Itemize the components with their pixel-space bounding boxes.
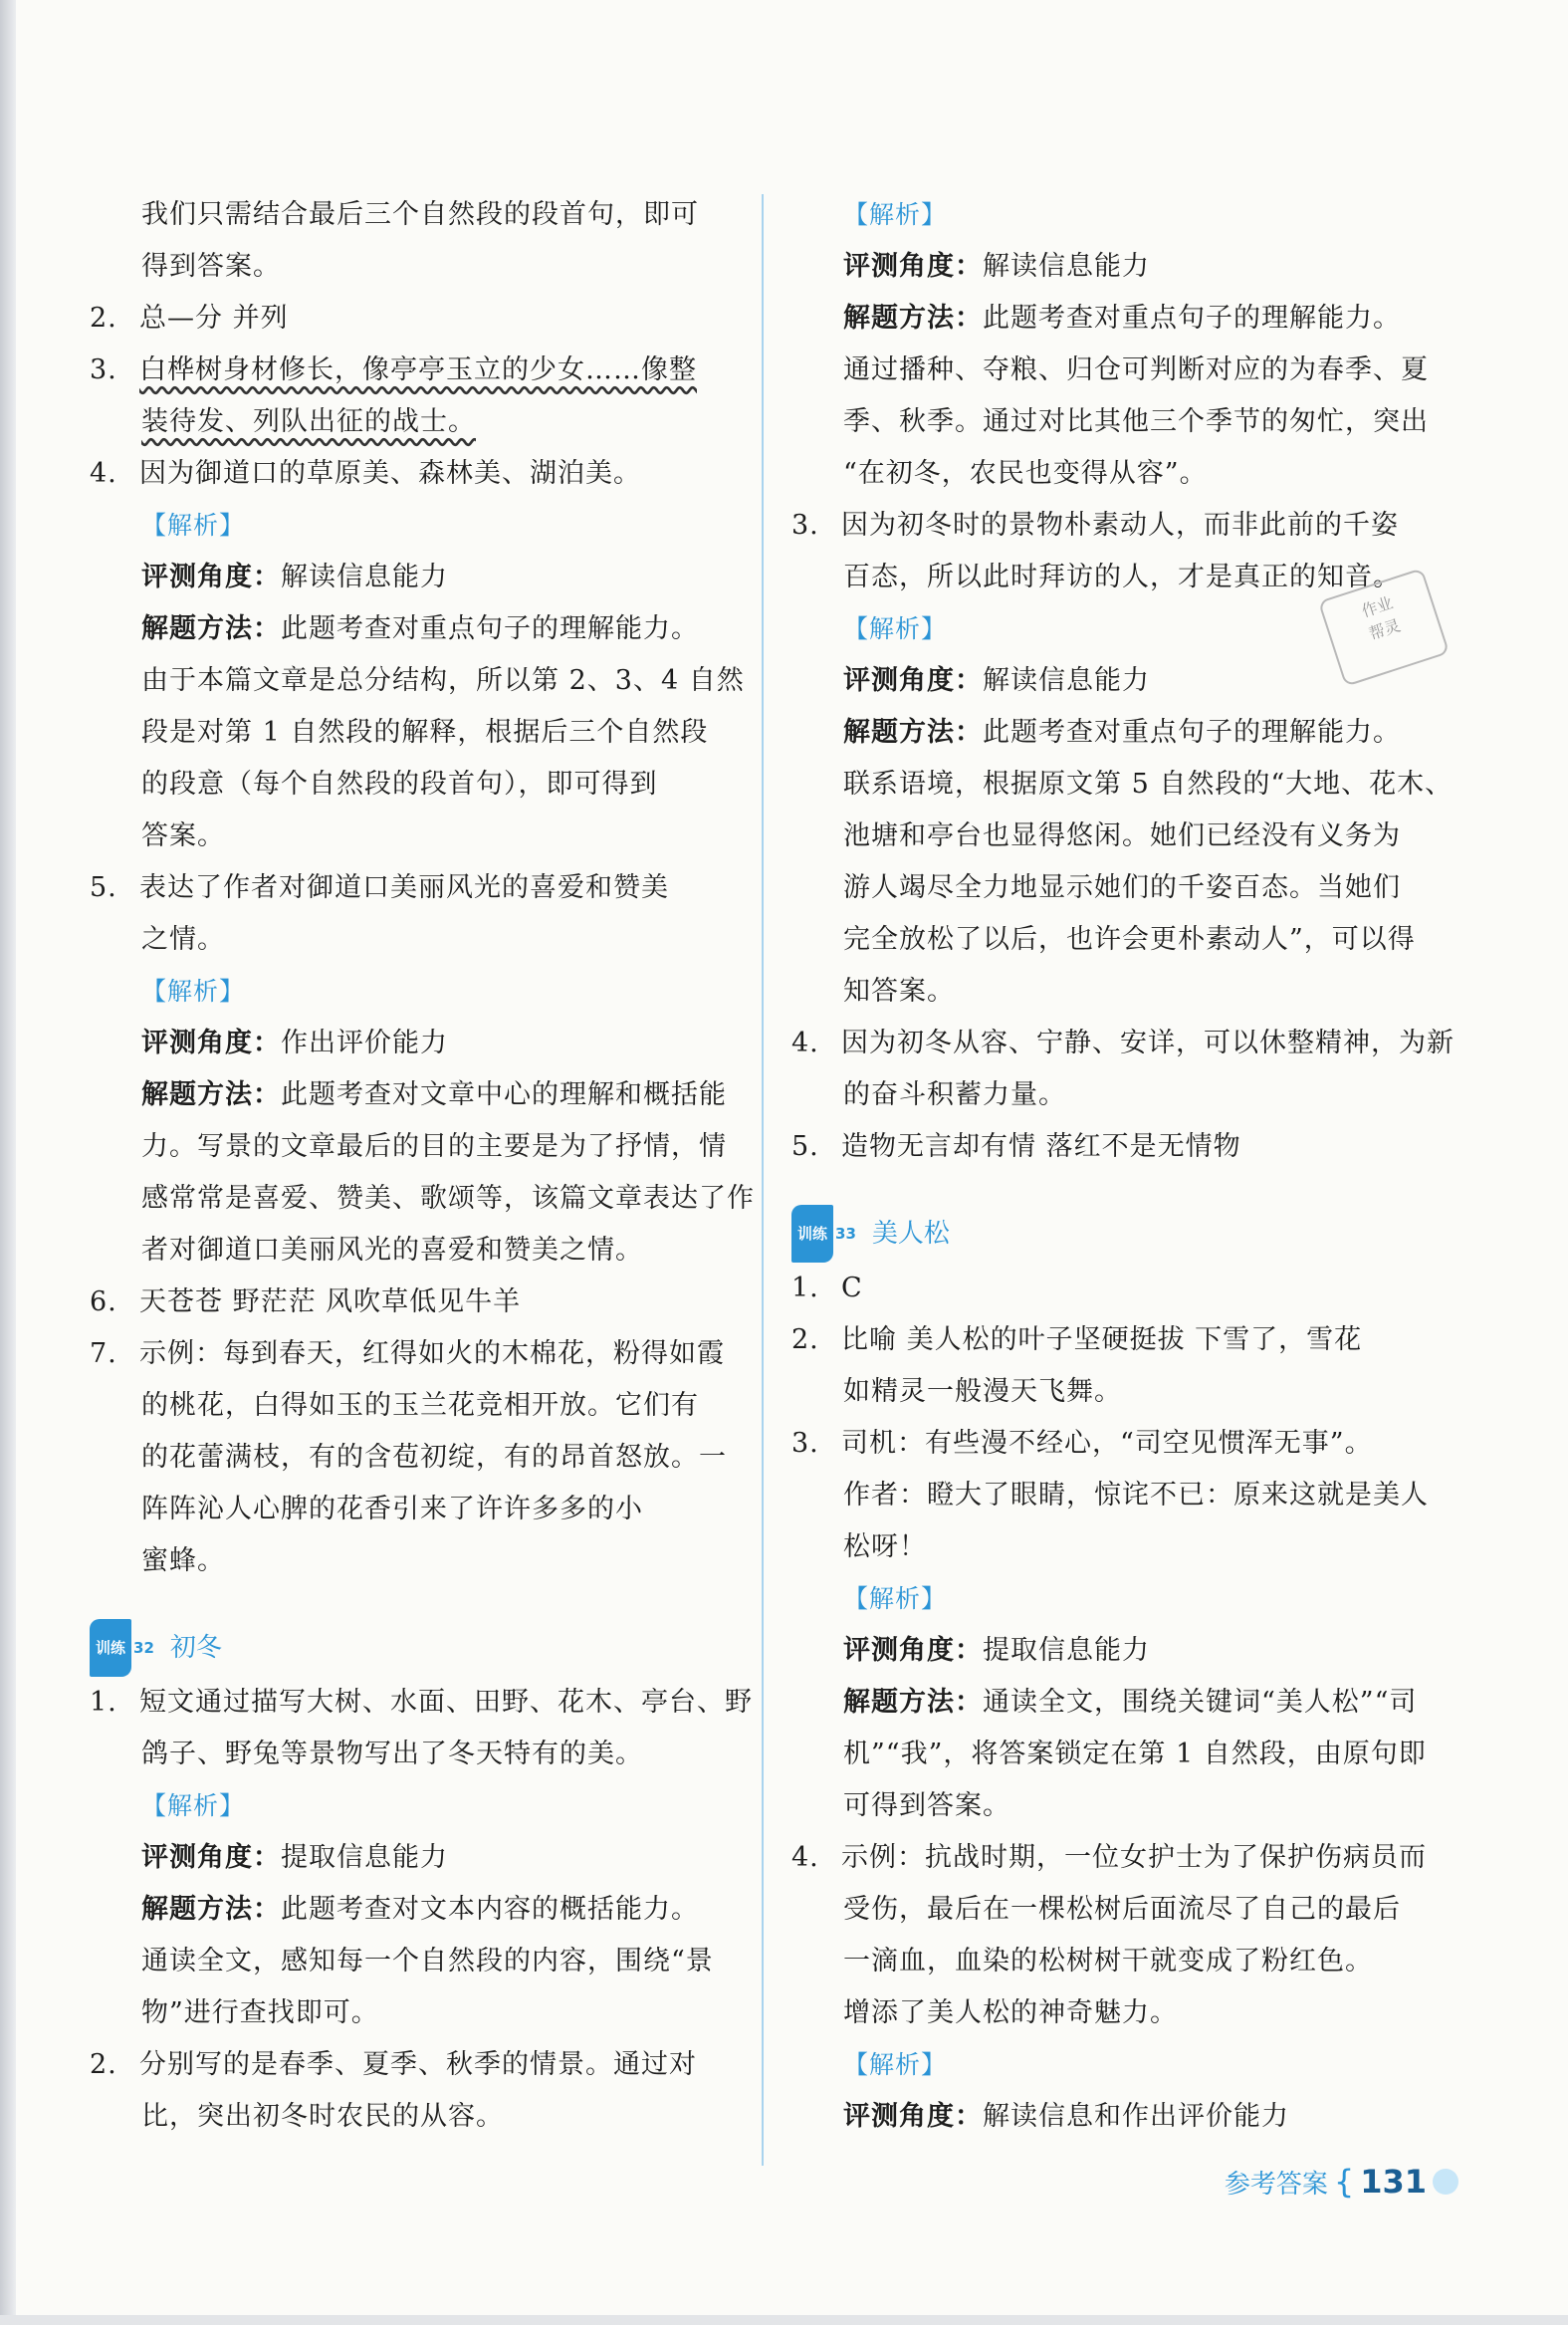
text-line: 增添了美人松的神奇魅力。 [843, 1997, 1178, 2028]
text-line: 物”进行查找即可。 [141, 1997, 379, 2028]
text-line: 池塘和亭台也显得悠闲。她们已经没有义务为 [843, 820, 1401, 851]
answer-text: 天苍苍 野茫茫 风吹草低见牛羊 [139, 1286, 522, 1317]
text-line: 阵阵沁人心脾的花香引来了许许多多的小 [141, 1494, 643, 1524]
text-line: 力。写景的文章最后的目的主要是为了抒情，情 [141, 1131, 727, 1162]
answer-text: C [841, 1273, 863, 1303]
text-line: 季、秋季。通过对比其他三个季节的匆忙，突出 [843, 406, 1429, 437]
text-line: 一滴血，血染的松树树干就变成了粉红色。 [843, 1946, 1373, 1976]
training-badge: 训练 33 [791, 1205, 856, 1263]
answer-number: 4. [791, 1028, 819, 1058]
eval-angle: 评测角度：提取信息能力 [141, 1842, 448, 1873]
answer-text: 比喻 美人松的叶子坚硬挺拔 下雪了，雪花 [841, 1324, 1363, 1355]
text-line: 的桃花，白得如玉的玉兰花竞相开放。它们有 [141, 1390, 699, 1421]
eval-angle: 评测角度：提取信息能力 [843, 1635, 1150, 1666]
answer-number: 2. [90, 303, 117, 334]
text-line: 通过播种、夺粮、归仓可判断对应的为春季、夏 [843, 354, 1429, 385]
answer-number: 4. [791, 1842, 819, 1873]
answer-text: 示例：每到春天，红得如火的木棉花，粉得如霞 [139, 1338, 725, 1369]
text-line: 我们只需结合最后三个自然段的段首句，即可 [141, 199, 699, 230]
answer-3 [791, 500, 1439, 552]
solve-method: 解题方法：此题考查对文本内容的概括能力。 [141, 1894, 699, 1925]
answer-1 [90, 1677, 753, 1729]
text-line: “在初冬，农民也变得从容”。 [843, 458, 1208, 489]
text-line: 百态，所以此时拜访的人，才是真正的知音。 [843, 562, 1401, 592]
solve-method: 解题方法：此题考查对文章中心的理解和概括能 [141, 1079, 727, 1110]
eval-angle: 评测角度：作出评价能力 [141, 1028, 448, 1058]
text-line: 段是对第 1 自然段的解释，根据后三个自然段 [141, 717, 709, 748]
answer-text: 因为初冬时的景物朴素动人，而非此前的千姿 [841, 510, 1399, 541]
section-title: 初冬 [169, 1633, 222, 1663]
text-line: 机”“我”，将答案锁定在第 1 自然段，由原句即 [843, 1739, 1427, 1769]
analysis-tag: 【解析】 [843, 200, 948, 229]
text-line: 受伤，最后在一棵松树后面流尽了自己的最后 [843, 1894, 1401, 1925]
text-line: 作者：瞪大了眼睛，惊诧不已：原来这就是美人 [843, 1480, 1429, 1511]
answer-text: 装待发、列队出征的战士。 [141, 406, 476, 437]
answer-number: 1. [791, 1273, 819, 1303]
text-line: 蜜蜂。 [141, 1545, 225, 1576]
text-line: 的奋斗积蓄力量。 [843, 1079, 1066, 1110]
answer-number: 7. [90, 1338, 117, 1369]
section-heading-32 [90, 1619, 737, 1677]
text-line: 松呀！ [843, 1531, 927, 1562]
text-line: 游人竭尽全力地显示她们的千姿百态。当她们 [843, 872, 1401, 903]
answer-4 [791, 1832, 1439, 1884]
answer-text: 造物无言却有情 落红不是无情物 [841, 1131, 1241, 1162]
footer-label: 参考答案 [1224, 2169, 1328, 2200]
answer-5 [791, 1121, 1439, 1173]
text-line: 通读全文，感知每一个自然段的内容，围绕“景 [141, 1946, 714, 1976]
page-bottom-edge [0, 2315, 1568, 2325]
answer-number: 4. [90, 458, 117, 489]
answer-text: 总—分 并列 [139, 303, 289, 334]
eval-angle: 评测角度：解读信息能力 [843, 665, 1150, 696]
eval-angle: 评测角度：解读信息能力 [141, 562, 448, 592]
page-number: 131 [1360, 2163, 1427, 2201]
answer-3 [90, 345, 737, 396]
answer-number: 6. [90, 1286, 117, 1317]
section-heading-33 [791, 1205, 1439, 1263]
answer-3 [791, 1418, 1439, 1470]
answer-1 [791, 1263, 1439, 1314]
training-badge: 训练 32 [90, 1619, 154, 1677]
answer-2 [90, 293, 737, 345]
text-line: 完全放松了以后，也许会更朴素动人”，可以得 [843, 924, 1416, 955]
stamp-mark: 作业 帮灵 [1318, 568, 1450, 687]
text-line: 可得到答案。 [843, 1790, 1010, 1821]
answer-2 [90, 2039, 737, 2091]
text-line: 得到答案。 [141, 251, 281, 282]
text-line: 鸽子、野兔等景物写出了冬天特有的美。 [141, 1739, 643, 1769]
answer-number: 5. [90, 872, 117, 903]
page-footer [1225, 2163, 1458, 2201]
section-title: 美人松 [871, 1219, 950, 1249]
eval-angle: 评测角度：解读信息能力 [843, 251, 1150, 282]
analysis-tag: 【解析】 [843, 614, 948, 643]
answer-number: 2. [90, 2049, 117, 2080]
solve-method: 解题方法：此题考查对重点句子的理解能力。 [843, 717, 1401, 748]
column-divider [762, 194, 764, 2166]
text-line: 者对御道口美丽风光的喜爱和赞美之情。 [141, 1235, 643, 1266]
analysis-tag: 【解析】 [843, 2050, 948, 2079]
answer-4 [90, 448, 737, 500]
text-line: 之情。 [141, 924, 225, 955]
text-line: 联系语境，根据原文第 5 自然段的“大地、花木、 [843, 769, 1454, 800]
answer-text: 分别写的是春季、夏季、秋季的情景。通过对 [139, 2049, 697, 2080]
decorative-dot-icon [1433, 2169, 1458, 2195]
answer-number: 3. [791, 1428, 819, 1459]
answer-6 [90, 1277, 737, 1328]
left-column [90, 189, 755, 2143]
answer-text: 司机：有些漫不经心，“司空见惯浑无事”。 [841, 1428, 1373, 1459]
text-line: 知答案。 [843, 976, 955, 1007]
answer-text: 示例：抗战时期，一位女护士为了保护伤病员而 [841, 1842, 1427, 1873]
answer-3-cont [90, 396, 737, 448]
answer-text: 表达了作者对御道口美丽风光的喜爱和赞美 [139, 872, 669, 903]
text-line: 的花蕾满枝，有的含苞初绽，有的昂首怒放。一 [141, 1442, 727, 1473]
page-edge [0, 0, 16, 2325]
analysis-tag: 【解析】 [141, 511, 246, 540]
solve-method: 解题方法：此题考查对重点句子的理解能力。 [141, 613, 699, 644]
text-line: 由于本篇文章是总分结构，所以第 2、3、4 自然 [141, 665, 745, 696]
answer-2 [791, 1314, 1439, 1366]
text-line: 的段意（每个自然段的段首句），即可得到 [141, 769, 658, 800]
right-column [791, 189, 1455, 2143]
text-line: 比，突出初冬时农民的从容。 [141, 2101, 504, 2132]
answer-number: 3. [791, 510, 819, 541]
solve-method: 解题方法：通读全文，围绕关键词“美人松”“司 [843, 1687, 1418, 1718]
answer-number: 2. [791, 1324, 819, 1355]
answer-number: 1. [90, 1687, 117, 1718]
answer-text: 短文通过描写大树、水面、田野、花木、亭台、野 [139, 1687, 753, 1718]
text-line: 如精灵一般漫天飞舞。 [843, 1376, 1122, 1407]
text-line: 答案。 [141, 820, 225, 851]
answer-text: 白桦树身材修长，像亭亭玉立的少女……像整 [139, 354, 697, 385]
answer-7 [90, 1328, 737, 1380]
brace-icon: { [1333, 2163, 1355, 2201]
text-line: 感常常是喜爱、赞美、歌颂等，该篇文章表达了作 [141, 1183, 755, 1214]
solve-method: 解题方法：此题考查对重点句子的理解能力。 [843, 303, 1401, 334]
eval-angle: 评测角度：解读信息和作出评价能力 [843, 2101, 1289, 2132]
answer-number: 5. [791, 1131, 819, 1162]
answer-text: 因为初冬从容、宁静、安详，可以休整精神，为新 [841, 1028, 1455, 1058]
answer-number: 3. [90, 354, 117, 385]
analysis-tag: 【解析】 [843, 1584, 948, 1613]
analysis-tag: 【解析】 [141, 1791, 246, 1820]
answer-text: 因为御道口的草原美、森林美、湖泊美。 [139, 458, 641, 489]
answer-5 [90, 862, 737, 914]
analysis-tag: 【解析】 [141, 977, 246, 1006]
answer-4 [791, 1018, 1455, 1069]
